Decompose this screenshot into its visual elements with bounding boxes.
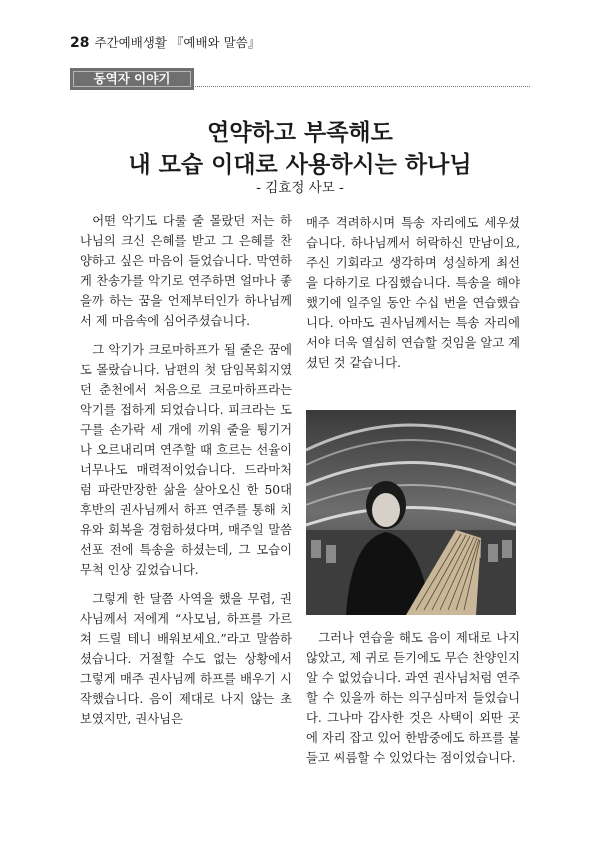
photo-illustration <box>306 410 516 615</box>
page-header <box>70 33 260 51</box>
paragraph: 그러나 연습을 해도 음이 제대로 나지 않았고, 제 귀로 듣기에도 무슨 찬양인지 알 수 없었습니다. 과연 권사님처럼 연주할 수 있을까 하는 의구심마저 들었습니다. 그나마 감사한 것은 사택이 외딴 곳에 자리 잡고 있어 한밤중에도 하프를 붙들고 씨름할 수 있었다는 점이었습니다. <box>306 631 520 765</box>
article-title-line2: 내 모습 이대로 사용하시는 하나님 <box>128 151 472 178</box>
right-column-bottom <box>306 628 520 777</box>
section-tag <box>70 68 194 90</box>
concert-hall-photo <box>306 410 516 615</box>
left-column <box>80 211 292 738</box>
page-number: 28 <box>70 35 90 51</box>
publication-name: 주간예배생활 『예배와 말씀』 <box>94 35 261 50</box>
right-column-top <box>306 213 520 382</box>
paragraph: 어떤 악기도 다룰 줄 몰랐던 저는 하나님의 크신 은혜를 받고 그 은혜를 찬양하고 싶은 마음이 들었습니다. 막연하게 찬송가를 악기로 연주하면 얼마나 좋을까 하는 꿈을 언제부터인가 하나님께서 제 마음속에 심어주셨습니다. <box>80 214 292 328</box>
paragraph: 그렇게 한 달쯤 사역을 했을 무렵, 권사님께서 저에게 “사모님, 하프를 가르쳐 드릴 테니 배워보세요.”라고 말씀하셨습니다. 거절할 수도 없는 상황에서 그렇게 매주 권사님께 하프를 배우기 시작했습니다. 음이 제대로 나지 않는 초보였지만, 권사님은 <box>80 592 292 726</box>
section-tag-label: 동역자 이야기 <box>93 71 171 86</box>
paragraph: 그 악기가 크로마하프가 될 줄은 꿈에도 몰랐습니다. 남편의 첫 담임목회지였던 춘천에서 처음으로 크로마하프라는 악기를 접하게 되었습니다. 피크라는 도구를 손가락 세 개에 끼워 줄을 튕기거나 오르내리며 연주할 때 흐르는 선율이 너무나도 매력적이었습니다. 드라마처럼 파란만장한 삶을 살아오신 한 50대 후반의 권사님께서 하프 연주를 통해 치유와 회복을 경험하셨다며, 매주일 말씀선포 전에 특송을 하셨는데, 그 모습이 무척 인상 깊었습니다. <box>80 343 292 577</box>
article-author: - 김효정 사모 - <box>256 180 344 196</box>
article-title-line1: 연약하고 부족해도 <box>207 119 393 146</box>
paragraph: 매주 격려하시며 특송 자리에도 세우셨습니다. 하나님께서 허락하신 만남이요, 주신 기회라고 생각하며 성실하게 최선을 다하기로 다짐했습니다. 특송을 해야 했기에 일주일 동안 수십 번을 연습했습니다. 아마도 권사님께서는 특송 자리에 서야 더욱 열심히 연습할 것임을 알고 계셨던 것 같습니다. <box>306 216 520 370</box>
